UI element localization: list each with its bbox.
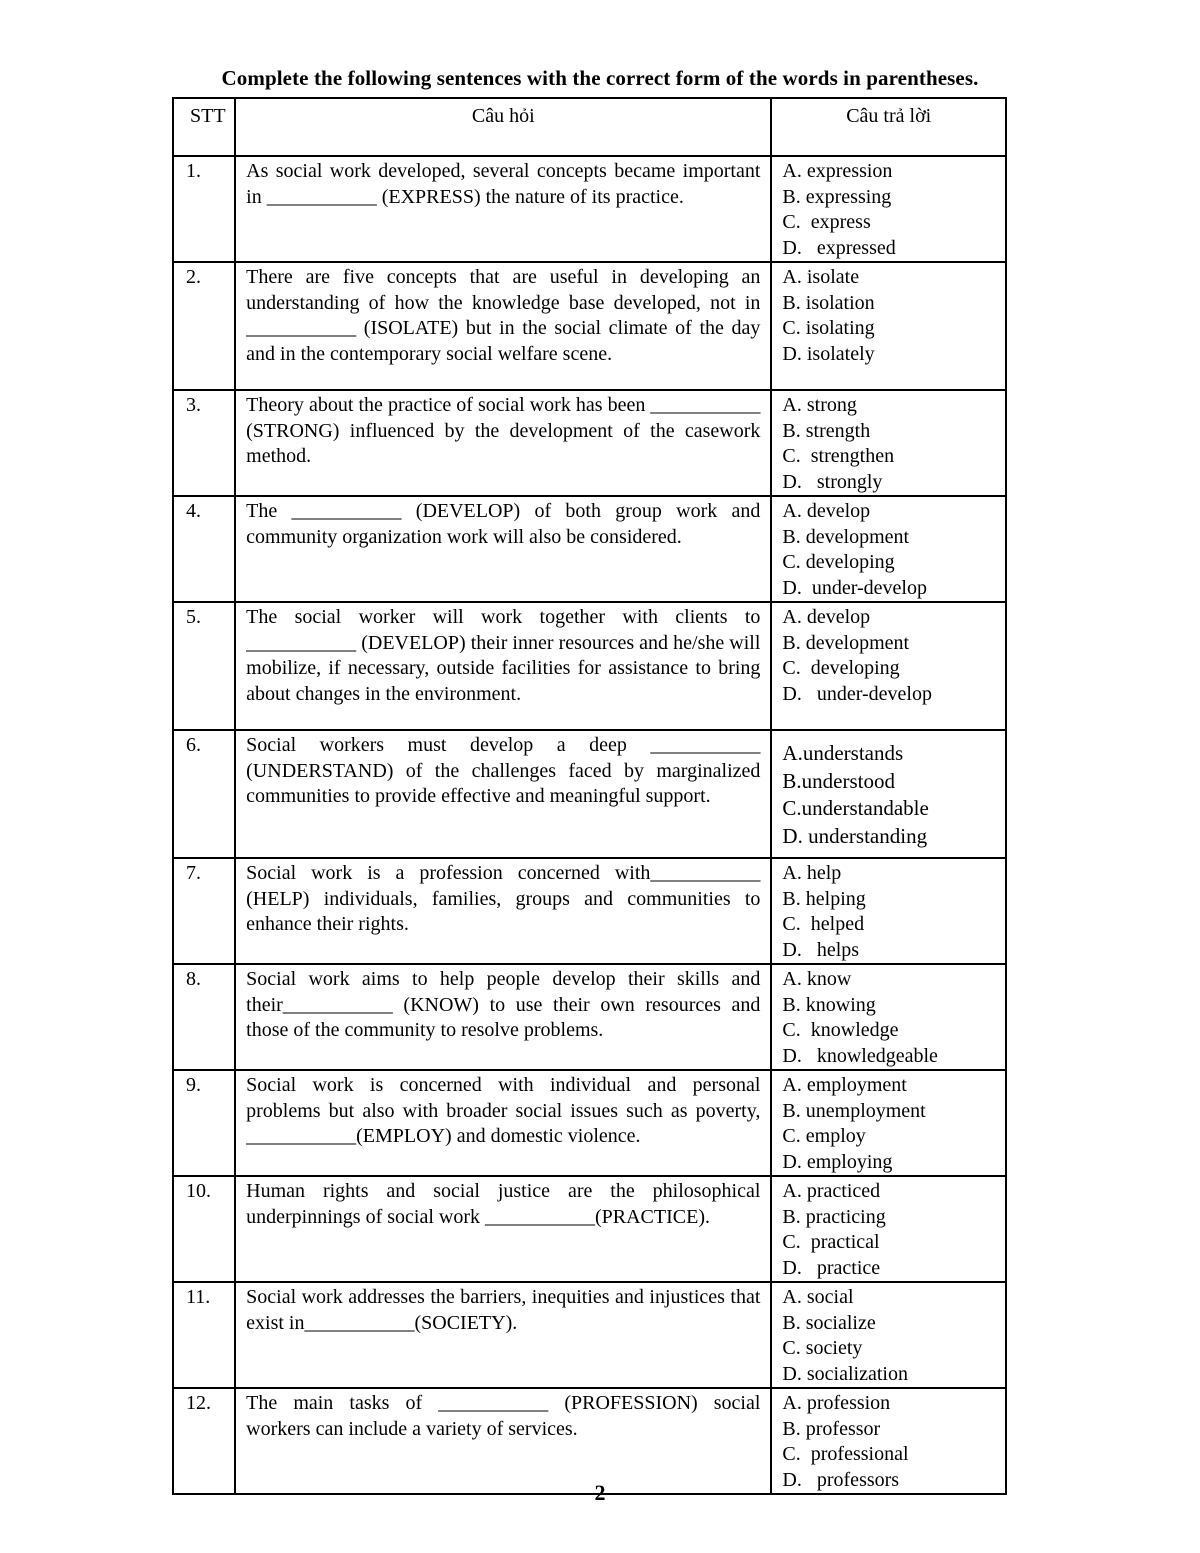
option-c: C. developing	[782, 551, 895, 573]
stt-cell: 11.	[173, 1282, 235, 1388]
option-d: D. under-develop	[782, 576, 927, 599]
option-a: A. practiced	[782, 1180, 881, 1202]
option-b: B. helping	[782, 887, 866, 910]
option-b: B. development	[782, 525, 910, 548]
answer-cell	[771, 602, 1006, 730]
stt-cell: 7.	[173, 858, 235, 964]
stt-cell: 9.	[173, 1070, 235, 1176]
table-row	[173, 390, 1006, 496]
stt-cell: 10.	[173, 1176, 235, 1282]
option-c: C. isolating	[782, 317, 875, 339]
page-title: Complete the following sentences with the correct form of the words in parentheses.	[221, 66, 979, 90]
option-a: A. social	[782, 1286, 854, 1308]
option-b: B. professor	[782, 1417, 881, 1440]
header-cell-answer: Câu trả lời	[771, 98, 1006, 156]
option-d: D. practice	[782, 1256, 881, 1279]
option-c: C. professional	[782, 1443, 909, 1465]
answer-cell	[771, 1176, 1006, 1282]
question-table	[172, 97, 1007, 1495]
question-cell: The social worker will work together with clients to ___________ (DEVELOP) their inner resources and he/she will mobilize, if necessary, outside facilities for assistance to bring about changes in the environment.	[235, 602, 771, 730]
option-c: C. practical	[782, 1231, 880, 1253]
option-a: A. know	[782, 968, 852, 990]
question-cell: Human rights and social justice are the philosophical underpinnings of social work ___________(PRACTICE).	[235, 1176, 771, 1282]
option-c: C. developing	[782, 657, 900, 679]
option-b: B. socialize	[782, 1311, 876, 1334]
question-cell: Theory about the practice of social work has been ___________ (STRONG) influenced by the development of the casework method.	[235, 390, 771, 496]
table-row	[173, 1070, 1006, 1176]
option-d: D. understanding	[782, 823, 928, 848]
option-a: A. expression	[782, 160, 893, 182]
answer-cell	[771, 1070, 1006, 1176]
option-d: D. strongly	[782, 470, 883, 493]
table-row	[173, 730, 1006, 858]
option-b: B. knowing	[782, 993, 876, 1016]
option-d: D. socialization	[782, 1362, 908, 1385]
answer-cell	[771, 496, 1006, 602]
stt-cell: 8.	[173, 964, 235, 1070]
page-number: 2	[594, 1480, 606, 1505]
question-cell: Social work is a profession concerned with___________ (HELP) individuals, families, groups and communities to enhance their rights.	[235, 858, 771, 964]
option-c: C. society	[782, 1337, 863, 1359]
question-cell: Social work aims to help people develop their skills and their___________ (KNOW) to use their own resources and those of the community to resolve problems.	[235, 964, 771, 1070]
question-cell: The ___________ (DEVELOP) of both group work and community organization work will also be considered.	[235, 496, 771, 602]
stt-cell: 4.	[173, 496, 235, 602]
option-a: A. employment	[782, 1074, 907, 1096]
header-cell-stt: STT	[173, 98, 235, 156]
stt-cell: 1.	[173, 156, 235, 262]
option-b: B. expressing	[782, 185, 892, 208]
option-b: B. practicing	[782, 1205, 886, 1228]
stt-cell: 12.	[173, 1388, 235, 1494]
option-b: B. development	[782, 631, 910, 654]
answer-cell	[771, 1282, 1006, 1388]
option-d: D. under-develop	[782, 682, 932, 705]
option-c: C. knowledge	[782, 1019, 899, 1041]
stt-cell: 2.	[173, 262, 235, 390]
option-a: A. develop	[782, 500, 871, 522]
option-a: A. isolate	[782, 266, 860, 288]
table-row	[173, 964, 1006, 1070]
answer-cell	[771, 156, 1006, 262]
option-a: A. strong	[782, 394, 857, 416]
option-a: A. profession	[782, 1392, 891, 1414]
question-cell: As social work developed, several concepts became important in ___________ (EXPRESS) the nature of its practice.	[235, 156, 771, 262]
stt-cell: 6.	[173, 730, 235, 858]
option-a: A. develop	[782, 606, 871, 628]
question-cell: The main tasks of ___________ (PROFESSION) social workers can include a variety of services.	[235, 1388, 771, 1494]
option-a: A.understands	[782, 741, 904, 765]
answer-cell	[771, 964, 1006, 1070]
table-row	[173, 602, 1006, 730]
option-b: B. strength	[782, 419, 871, 442]
option-c: C. strengthen	[782, 445, 895, 467]
question-cell: Social work addresses the barriers, inequities and injustices that exist in___________(SOCIETY).	[235, 1282, 771, 1388]
option-d: D. professors	[782, 1468, 900, 1491]
question-cell: There are five concepts that are useful in developing an understanding of how the knowledge base developed, not in ___________ (ISOLATE) but in the social climate of the day and in the contemporary social welfare scene.	[235, 262, 771, 390]
table-row	[173, 858, 1006, 964]
option-d: D. expressed	[782, 236, 896, 259]
answer-cell	[771, 390, 1006, 496]
question-cell: Social work is concerned with individual and personal problems but also with broader social issues such as poverty, ___________(EMPLOY) and domestic violence.	[235, 1070, 771, 1176]
option-d: D. isolately	[782, 342, 875, 365]
header-cell-question: Câu hỏi	[235, 98, 771, 156]
answer-cell	[771, 858, 1006, 964]
answer-cell	[771, 730, 1006, 858]
option-d: D. employing	[782, 1150, 893, 1173]
table-row	[173, 1176, 1006, 1282]
stt-cell: 5.	[173, 602, 235, 730]
option-d: D. knowledgeable	[782, 1044, 938, 1067]
option-c: C. employ	[782, 1125, 866, 1147]
table-row	[173, 262, 1006, 390]
answer-cell	[771, 1388, 1006, 1494]
option-d: D. helps	[782, 938, 860, 961]
table-row	[173, 496, 1006, 602]
question-cell: Social workers must develop a deep ___________ (UNDERSTAND) of the challenges faced by marginalized communities to provide effective and meaningful support.	[235, 730, 771, 858]
option-c: C. express	[782, 211, 871, 233]
table-row	[173, 1282, 1006, 1388]
stt-cell: 3.	[173, 390, 235, 496]
option-c: C. helped	[782, 913, 865, 935]
option-b: B. isolation	[782, 291, 875, 314]
option-a: A. help	[782, 862, 842, 884]
table-header-row	[173, 98, 1006, 156]
option-c: C.understandable	[782, 796, 929, 820]
table-row	[173, 156, 1006, 262]
answer-cell	[771, 262, 1006, 390]
option-b: B. unemployment	[782, 1099, 926, 1122]
option-b: B.understood	[782, 768, 895, 793]
table-row	[173, 1388, 1006, 1494]
